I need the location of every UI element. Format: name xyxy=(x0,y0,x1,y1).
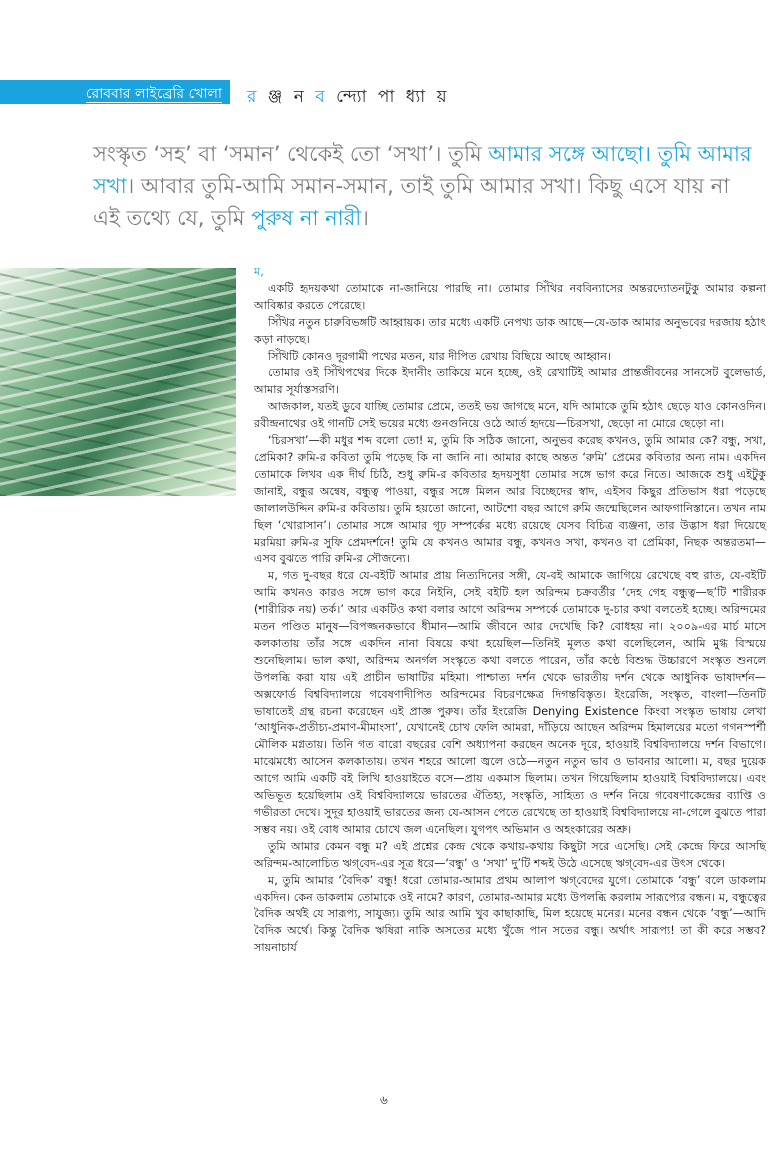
pull-quote xyxy=(93,138,753,234)
author-part-accent: র xyxy=(247,87,260,107)
paragraph: সিঁথিটি কোনও দূরগামী পথের মতন, যার দীপিত রেখায় বিছিয়ে আছে আহ্বান। xyxy=(268,349,611,363)
paragraph: ‘চিরসখা’—কী মধুর শব্দ বলো তো! ম, তুমি কি সঠিক জানো, অনুভব করেছ কখনও, তুমি আমার কে? বন্ধু, সখা, প্রেমিকা? রুমি-র কবিতা তুমি পড়েছ কি না জানি না। আমার কাছে অন্তত ‘রুমি’ প্রেমের কবিতার অন্য নাম। একদিন তোমাকে লিখব এক দীর্ঘ চিঠি, শুধু রুমি-র কবিতার হৃদয়সুধা তোমার সঙ্গে ভাগ করে নিতে। আজকে শুধু এইটুকু জানাই, বন্ধুর অন্বেষ, বন্ধুত্ব পাওয়া, বন্ধুর সঙ্গে মিলন আর বিচ্ছেদের স্বাদ, এইসব কিছুর প্রতিভাস ধরা পড়েছে জালালউদ্দিন রুমি-র কবিতায়। তুমি হয়তো জানো, আটশো বছর আগে রুমি জন্মেছিলেন আফগানিস্তানে। তখন নাম ছিল ‘খোরাসান’। তোমার সঙ্গে আমার গূঢ় সম্পর্কের মধ্যে রয়েছে যেসব বিচিত্র ব্যঞ্জনা, তার উদ্ভাস ধরা দিয়েছে মরমিয়া রুমি-র সুফি প্রেমদর্শনে! তুমি যে কখনও আমার বন্ধু, কখনও সখা, কখনও বা প্রেমিকা, নিছক অন্তরতমা—এসব বুঝতে পারি রুমি-র সৌজন্যে। xyxy=(254,434,766,566)
page-number: ৬ xyxy=(380,1093,388,1107)
author-part-accent: ব xyxy=(315,87,328,107)
quote-part: । xyxy=(361,206,369,230)
section-band xyxy=(0,80,230,104)
quote-part: । আবার তুমি-আমি সমান-সমান, তাই তুমি আমার সখা। কিছু এসে যায় না এই তথ্যে যে, তুমি xyxy=(93,174,730,230)
books-photo xyxy=(0,268,236,496)
author-part: ঞ্জ ন xyxy=(259,87,316,107)
article-body xyxy=(254,264,766,957)
author-part: ন্দ্যো পা ধ্যা য় xyxy=(327,87,450,107)
quote-part-accent: আমার সঙ্গে আছো। তুমি আমার সখা xyxy=(93,142,752,198)
paragraph: ম, গত দু-বছর ধরে যে-বইটি আমার প্রায় নিত্যদিনের সঙ্গী, যে-বই আমাকে জাগিয়ে রেখেছে বহু রাত, যে-বইটি আমি কখনও কারও সঙ্গে ভাগ করে নিইনি, সেই বইটি হল অরিন্দম চক্রবর্তীর ‘দেহ গেহ বন্ধুত্ব—ছ’টি শারীরক (শারীরিক নয়) তর্ক।’ আর একটিও কথা বলার আগে অরিন্দম সম্পর্কে তোমাকে দু-চার কথা বলতেই হচ্ছে। অরিন্দমের মতন পণ্ডিত মানুষ—বিপজ্জনকভাবে ধীমান—আমি জীবনে আর দেখেছি কি? বোধহয় না। ২০০৯-এর মার্চ মাসে কলকাতায় তাঁর সঙ্গে একদিন নানা বিষয়ে কথা হয়েছিল—তিনিই মূলত কথা বলেছিলেন, আমি মুগ্ধ বিস্ময়ে শুনেছিলাম। ভাল কথা, অরিন্দম অনর্গল সংস্কৃতে কথা বলতে পারেন, তাঁর কণ্ঠে বিশুদ্ধ উচ্চারণে সংস্কৃত শুনলে উপলব্ধি করা যায় এই প্রাচীন ভাষাটির মহিমা। পাশ্চাত্য দর্শন থেকে ভারতীয় দর্শন থেকে আধুনিক ভাষাদর্শন—অক্সফোর্ড বিশ্ববিদ্যালয়ে গবেষণাদীপিত অরিন্দমের বিচরণক্ষেত্র দিগন্তবিস্তৃত। ইংরেজি, সংস্কৃত, বাংলা—তিনটি ভাষাতেই গ্রন্থ রচনা করেছেন এই প্রাজ্ঞ পুরুষ। তাঁর ইংরেজি Denying Existence কিংবা সংস্কৃত ভাষায় লেখা ‘আধুনিক-প্রতীচ্য-প্রমাণ-মীমাংসা’, যেখানেই চোখ ফেলি আমরা, দাঁড়িয়ে আছেন অরিন্দম হিমালয়ের মতো গগনস্পর্শী মৌলিক মগ্নতায়। তিনি গত বারো বছরের বেশি অধ্যাপনা করছেন অনেক দূরে, হাওয়াই বিশ্ববিদ্যালয়ে দর্শন বিভাগে। মাঝেমধ্যে আসেন কলকাতায়। তখন শহরে আলো জ্বলে ওঠে—নতুন নতুন ভাব ও ভাবনার আলো। ম, বছর দুয়েক আগে আমি একটি বই লিখি হাওয়াইতে বসে—প্রায় একমাস ছিলাম। তখন গিয়েছিলাম হাওয়াই বিশ্ববিদ্যালয়ে। এবং অভিভূত হয়েছিলাম ওই বিশ্ববিদ্যালয়ে ভারতের ঐতিহ্য, সংস্কৃতি, সাহিত্য ও দর্শন নিয়ে গবেষণাকেন্দ্রের ব্যাপ্তি ও গভীরতা দেখে। সুদূর হাওয়াই ভারতের জন্য যে-আসন পেতে রেখেছে তা হাওয়াই বিশ্ববিদ্যালয়ে না-গেলে বুঝতে পারা সম্ভব নয়। ওই বোধ আমার চোখে জল এনেছিল। যুগপৎ অভিমান ও অহংকারের অশ্রু। xyxy=(254,569,766,836)
section-label: রোববার লাইব্রেরি খোলা xyxy=(85,86,222,102)
salutation: ম, xyxy=(254,265,264,278)
paragraph: একটি হৃদয়কথা তোমাকে না-জানিয়ে পারছি না। তোমার সিঁথির নববিন্যাসের অন্তরদ্যোতনটুকু আমার কল্পনা আবিষ্কার করতে পেরেছে। xyxy=(254,281,766,312)
quote-part: সংস্কৃত ‘সহ’ বা ‘সমান’ থেকেই তো ‘সখা’। তুমি xyxy=(93,142,489,166)
paragraph: সিঁথির নতুন চারুবিভঙ্গটি আহ্বায়ক। তার মধ্যে একটি নেপথ্য ডাক আছে—যে-ডাক আমার অনুভবের দরজায় হঠাৎ কড়া নাড়ছে। xyxy=(254,315,766,346)
paragraph: তোমার ওই সিঁথিপথের দিকে ইদানীং তাকিয়ে মনে হচ্ছে, ওই রেখাটিই আমার প্রান্তজীবনের সানসেট বুলেভার্ড, আমার সূর্যাস্তসরণি। xyxy=(254,366,766,397)
paragraph: ম, তুমি আমার ‘বৈদিক’ বন্ধু! ধরো তোমার-আমার প্রথম আলাপ ঋগ্‌বেদের যুগে। তোমাকে ‘বন্ধু’ বলে ডাকলাম একদিন। কেন ডাকলাম তোমাকে ওই নামে? কারণ, তোমার-আমার মধ্যে উপলব্ধি করলাম সারূপ্যের বন্ধন। ম, বন্ধুত্বের বৈদিক অর্থই যে সারূপ্য, সাযুজ্য। তুমি আর আমি খুব কাছাকাছি, মিল হয়েছে মনের। মনের বন্ধন থেকে ‘বন্ধু’—আদি বৈদিক অর্থে। কিন্তু বৈদিক ঋষিরা নাকি অসতের মধ্যে খুঁজে পান সতের বন্ধু। অর্থাৎ সারূপ্য! তা কী করে সম্ভব? সায়নাচার্য xyxy=(254,873,766,955)
paragraph: তুমি আমার কেমন বন্ধু ম? এই প্রশ্নের কেন্দ্র থেকে কথায়-কথায় কিছুটা সরে এসেছি। সেই কেন্দ্রে ফিরে আসছি অরিন্দম-আলোচিত ঋগ্‌বেদ-এর সূত্র ধরে—‘বন্ধু’ ও ‘সখা’ দু’টি শব্দই উঠে এসেছে ঋগ্‌বেদ-এর উৎস থেকে। xyxy=(254,839,766,870)
author-name xyxy=(247,84,450,112)
quote-part-accent: পুরুষ না নারী xyxy=(251,206,362,230)
paragraph: আজকাল, যতই ডুবে যাচ্ছি তোমার প্রেমে, ততই ভয় জাগছে মনে, যদি আমাকে তুমি হঠাৎ ছেড়ে যাও কোনওদিন। রবীন্দ্রনাথের ওই গানটি সেই ভয়ের মধ্যে গুনগুনিয়ে ওঠে আর্ত হৃদয়ে—চিরসখা, ছেড়ো না মোরে ছেড়ো না। xyxy=(254,400,766,431)
